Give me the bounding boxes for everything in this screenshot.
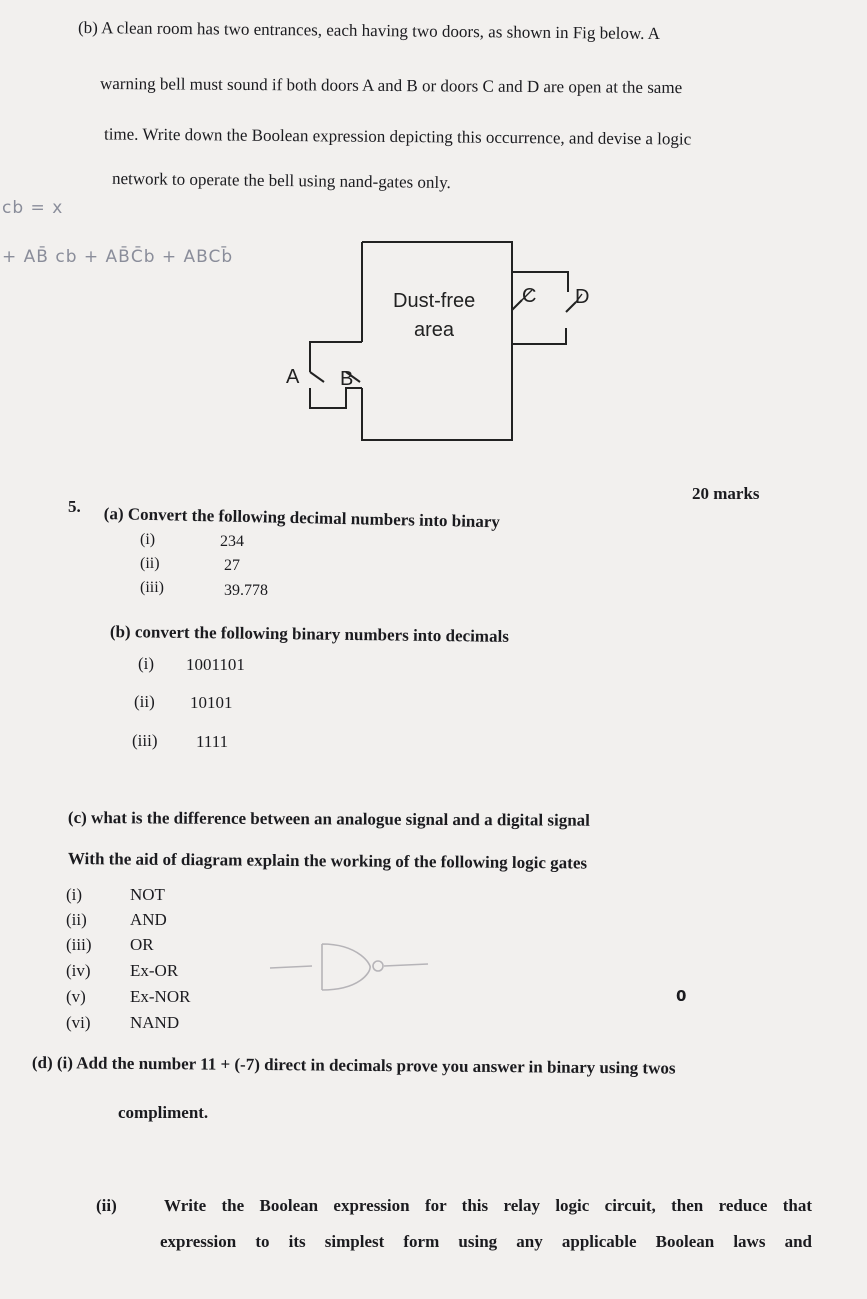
- corridor-ab-bottom: [310, 388, 362, 408]
- corridor-cd-bottom: [512, 328, 566, 344]
- corridor-cd-top: [512, 272, 568, 292]
- q5a-item-label: (ii): [140, 555, 160, 572]
- door-c-line: [512, 300, 522, 310]
- handwritten-circle-mark: 0: [676, 987, 687, 1005]
- q5c-prompt-1: (c) what is the difference between an analogue signal and a digital signal: [67, 808, 590, 830]
- door-a-line: [310, 372, 324, 382]
- door-b-label: B: [340, 368, 354, 390]
- room-label-line-2: area: [414, 319, 455, 341]
- door-c-label: C: [522, 285, 537, 307]
- room-label-line-1: Dust-free: [393, 290, 476, 312]
- sketch-gate-body: [322, 944, 370, 990]
- sketch-output-line: [384, 964, 428, 966]
- q5a-item-label: (i): [140, 531, 156, 548]
- q5c-item-value: NAND: [130, 1013, 180, 1032]
- question-5-number: 5.: [68, 497, 81, 516]
- q5d-ii-label: (ii): [96, 1196, 117, 1215]
- q5d-ii-line-1: Write the Boolean expression for this relay logic circuit, then reduce that: [164, 1196, 812, 1215]
- q5d-ii-line-2: expression to its simplest form using any applicable Boolean laws and: [160, 1232, 812, 1251]
- q5c-item-label: (iii): [66, 935, 92, 954]
- q5c-item-value: NOT: [130, 885, 165, 904]
- handwritten-note-1: cb = x: [2, 198, 64, 218]
- sketch-input-line: [270, 966, 312, 968]
- corridor-ab-top: [310, 342, 362, 372]
- q5c-item-label: (v): [66, 987, 86, 1006]
- room-outline: [362, 242, 512, 440]
- q5a-prompt: (a) Convert the following decimal numbers into binary: [103, 504, 501, 532]
- q4b-line-2: warning bell must sound if both doors A and B or doors C and D are open at the same: [99, 73, 683, 98]
- q5a-item-value: 27: [224, 557, 240, 574]
- q4b-line-1: (b) A clean room has two entrances, each having two doors, as shown in Fig below. A: [77, 17, 661, 44]
- q5a-item-label: (iii): [140, 579, 164, 596]
- q5c-item-value: Ex-NOR: [130, 987, 191, 1006]
- q5c-item-label: (vi): [66, 1013, 91, 1032]
- q5b-item-value: 1001101: [186, 655, 245, 674]
- q4b-line-4: network to operate the bell using nand-gates only.: [111, 168, 451, 193]
- q5c-item-value: AND: [130, 910, 167, 929]
- marks-label: 20 marks: [692, 484, 760, 503]
- q5b-item-label: (i): [138, 654, 155, 673]
- door-d-label: D: [575, 286, 590, 308]
- q5c-prompt-2: With the aid of diagram explain the working of the following logic gates: [67, 849, 588, 873]
- q5b-prompt: (b) convert the following binary numbers into decimals: [109, 622, 510, 646]
- q5b-item-value: 1111: [196, 732, 229, 751]
- q5b-item-label: (iii): [132, 731, 158, 750]
- q5c-item-value: Ex-OR: [130, 961, 179, 980]
- q5d-prompt-1: (d) (i) Add the number 11 + (-7) direct in decimals prove you answer in binary using twos: [31, 1053, 676, 1078]
- q5b-item-label: (ii): [134, 692, 155, 711]
- q5d-prompt-2: compliment.: [118, 1103, 209, 1122]
- handwritten-note-2: + AB̄ cb + AB̄C̄b + ABCb̄: [2, 247, 234, 267]
- q5c-item-value: OR: [130, 935, 154, 954]
- door-a-label: A: [286, 366, 300, 388]
- q5c-item-label: (i): [66, 885, 83, 904]
- sketch-bubble: [373, 961, 383, 971]
- q5a-item-value: 234: [220, 533, 244, 550]
- q5b-item-value: 10101: [190, 693, 233, 712]
- q5c-item-label: (iv): [66, 961, 91, 980]
- q5a-item-value: 39.778: [224, 582, 268, 599]
- q4b-line-3: time. Write down the Boolean expression depicting this occurrence, and devise a logic: [103, 124, 692, 149]
- q5c-item-label: (ii): [66, 910, 87, 929]
